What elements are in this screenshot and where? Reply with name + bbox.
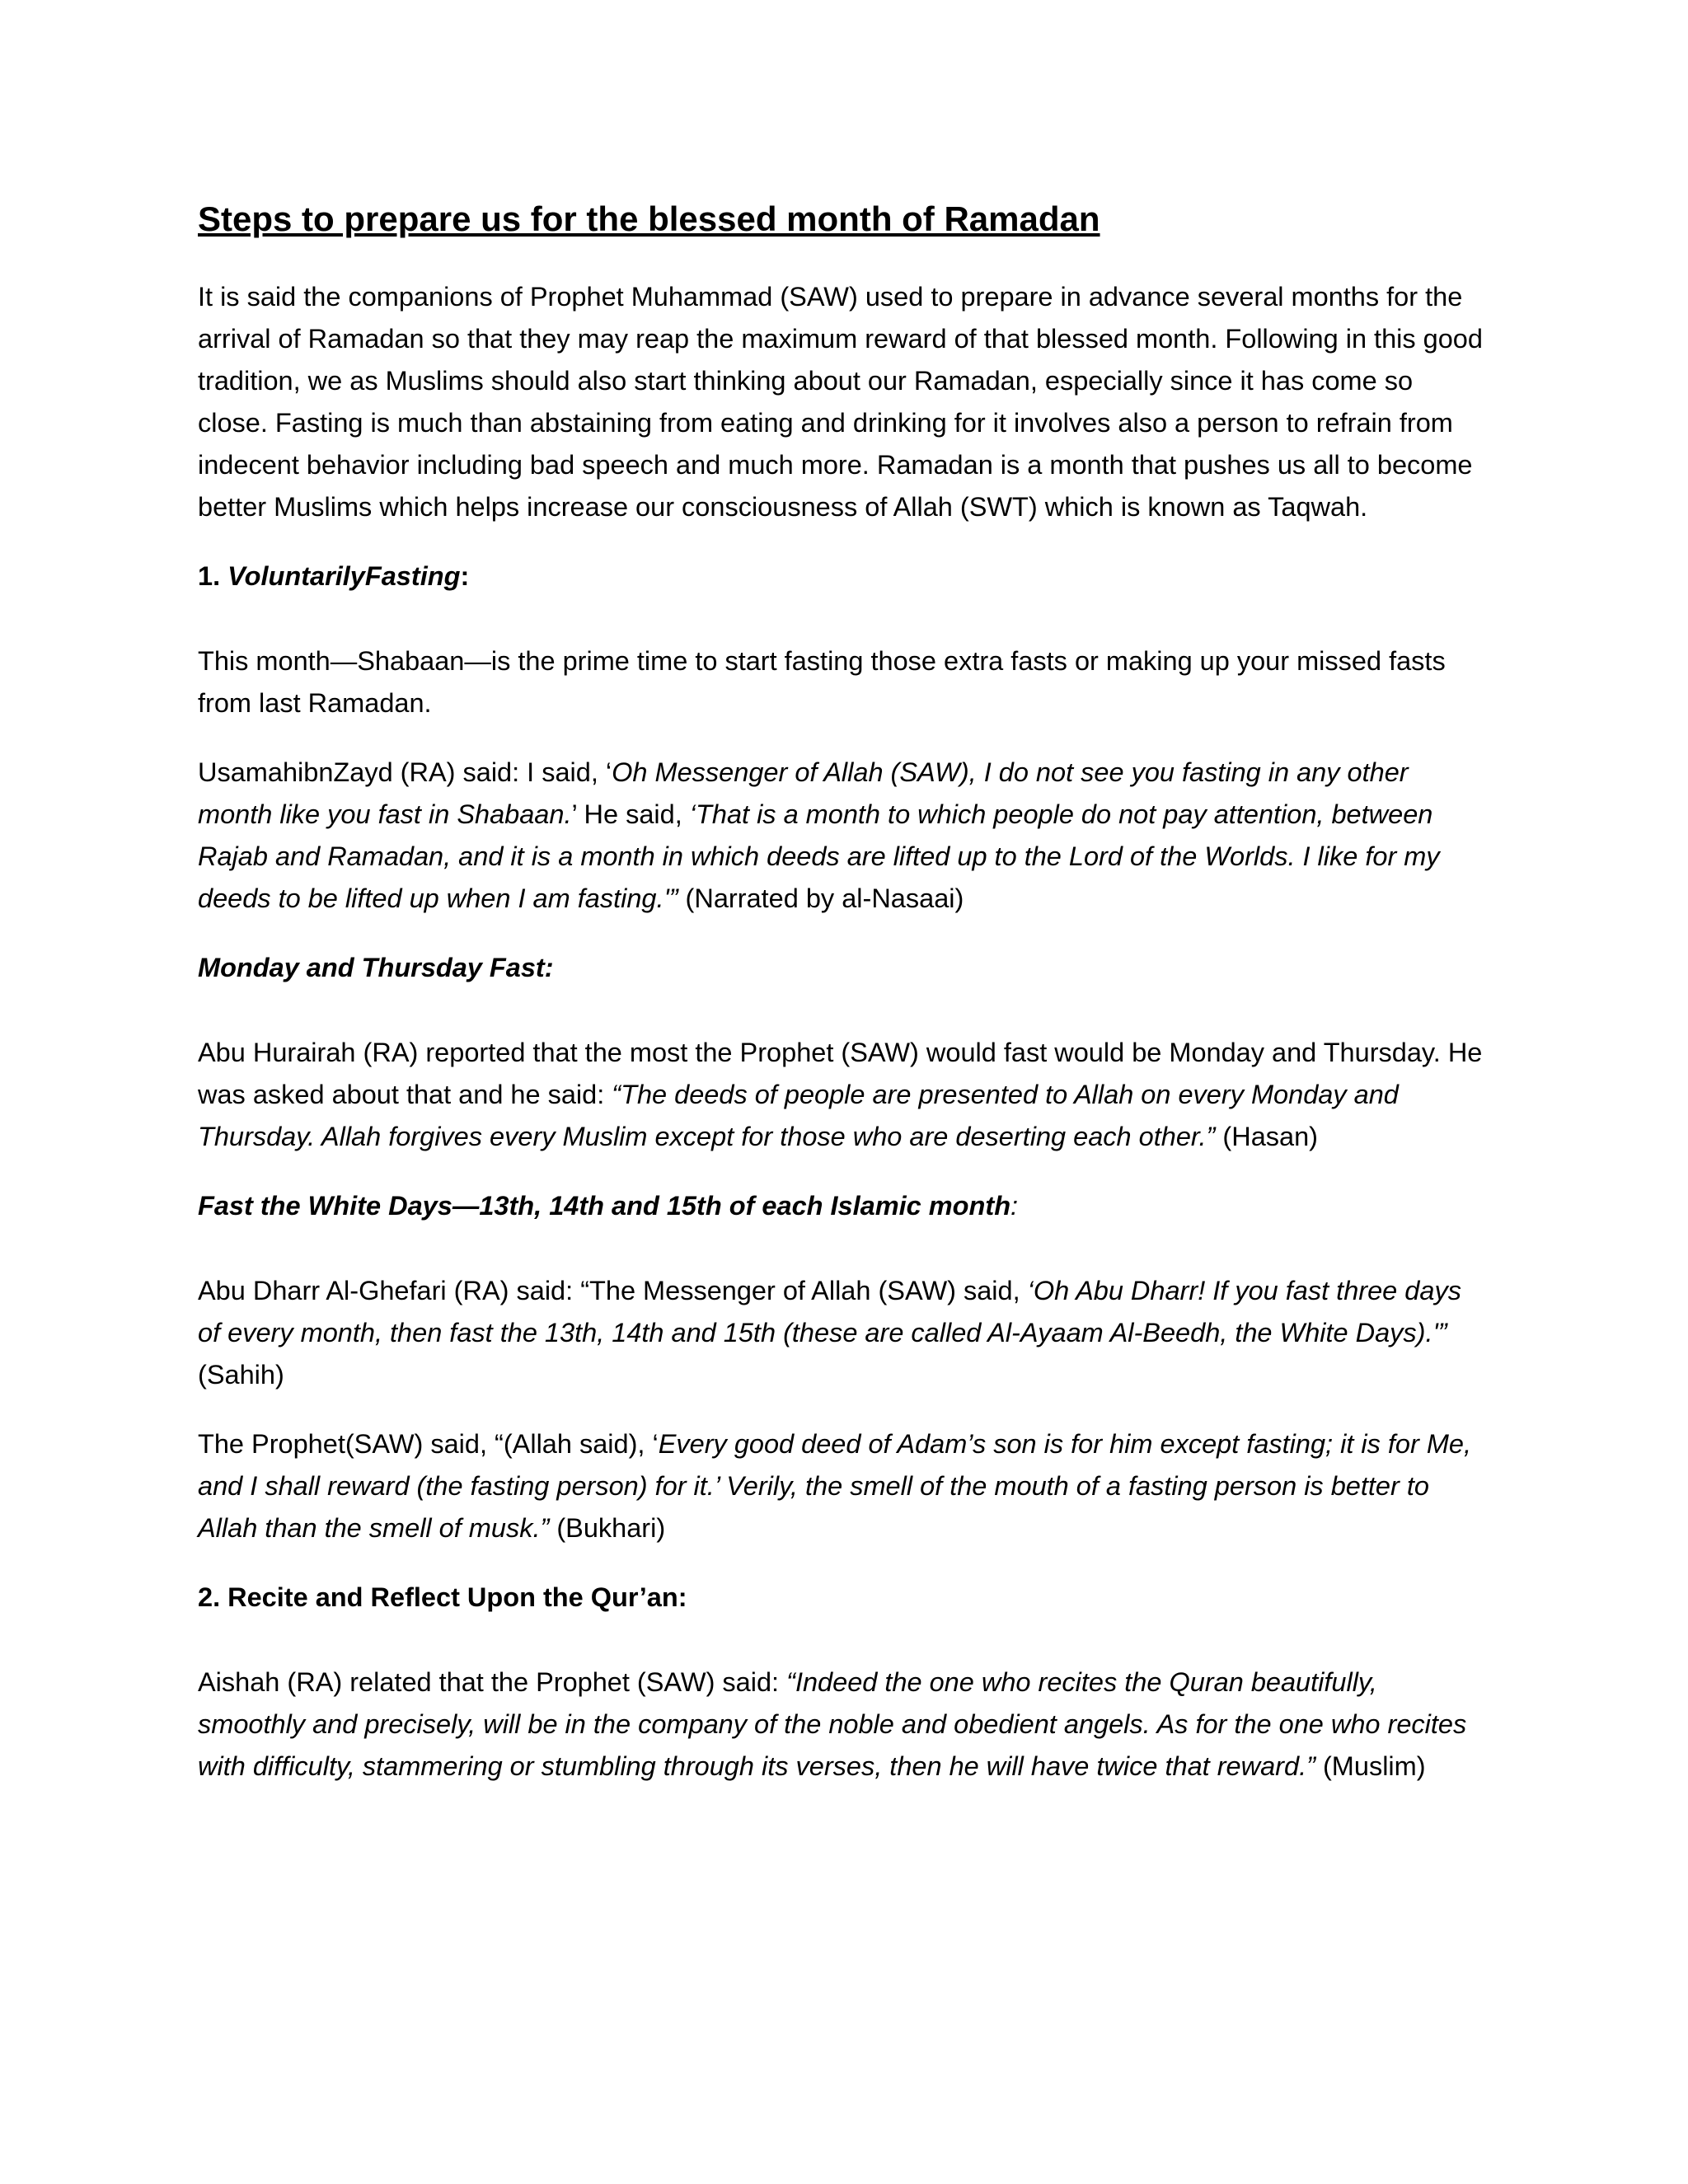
page-title: Steps to prepare us for the blessed month of Ramadan (198, 199, 1100, 238)
section-1-heading (198, 555, 1484, 598)
wd2-quote: Every good deed of Adam’s son is for him except fasting; it is for Me, and I shall reward (the fasting person) for it.’ Verily, the smell of the mouth of a fasting person is better to Allah than the smell of musk.” (198, 1428, 1472, 1543)
section-1-paragraph-2 (198, 752, 1484, 920)
s2-pre: Aishah (RA) related that the Prophet (SAW) said: (198, 1666, 787, 1697)
s2-quote: “Indeed the one who recites the Quran beautifully, smoothly and precisely, will be in the company of the noble and obedient angels. As for the one who recites with difficulty, stammering or stumbling through its verses, then he will have twice that reward.” (198, 1666, 1467, 1781)
white-days-paragraph-1 (198, 1270, 1484, 1396)
monday-thursday-heading (198, 947, 1484, 989)
mt-quote: “The deeds of people are presented to Allah on every Monday and Thursday. Allah forgives every Muslim except for those who are deserting each other.” (198, 1079, 1399, 1151)
section-2-heading: 2. Recite and Reflect Upon the Qur’an: (198, 1582, 687, 1612)
monday-thursday-heading-text: Monday and Thursday Fast: (198, 952, 554, 982)
white-days-paragraph-2 (198, 1423, 1484, 1549)
para2-post: (Narrated by al-Nasaai) (678, 883, 964, 913)
section-2-paragraph (198, 1661, 1484, 1788)
para2-quote2: ‘That is a month to which people do not pay attention, between Rajab and Ramadan, and it is a month in which deeds are lifted up to the Lord of the Worlds. I like for my deeds to be lifted up when I am fasting.'” (198, 799, 1440, 913)
white-days-heading (198, 1185, 1484, 1227)
para2-mid: ’ He said, (571, 799, 690, 829)
para2-quote1: Oh Messenger of Allah (SAW), I do not see you fasting in any other month like you fast in Shabaan. (198, 757, 1409, 829)
wd2-pre: The Prophet(SAW) said, “(Allah said), ‘ (198, 1428, 659, 1459)
para2-pre: UsamahibnZayd (RA) said: I said, ‘ (198, 757, 612, 787)
monday-thursday-paragraph (198, 1032, 1484, 1158)
section-1-paragraph-1: This month—Shabaan—is the prime time to start fasting those extra fasts or making up your missed fasts from last Ramadan. (198, 645, 1446, 718)
s2-post: (Muslim) (1315, 1750, 1426, 1781)
intro-paragraph: It is said the companions of Prophet Muhammad (SAW) used to prepare in advance several months for the arrival of Ramadan so that they may reap the maximum reward of that blessed month. Following in this good tradition, we as Muslims should also start thinking about our Ramadan, especially since it has come so close. Fasting is much than abstaining from eating and drinking for it involves also a person to refrain from indecent behavior including bad speech and much more. Ramadan is a month that pushes us all to become better Muslims which helps increase our consciousness of Allah (SWT) which is known as Taqwah. (198, 281, 1483, 522)
section-1-title: VoluntarilyFasting (227, 560, 461, 591)
white-days-colon: : (1010, 1190, 1019, 1221)
mt-pre: Abu Hurairah (RA) reported that the most the Prophet (SAW) would fast would be Monday and Thursday. He was asked about that and he said: (198, 1037, 1483, 1109)
section-1-number: 1. (198, 560, 221, 591)
document-body (198, 198, 1484, 1815)
white-days-heading-text: Fast the White Days—13th, 14th and 15th of each Islamic month (198, 1190, 1011, 1221)
mt-post: (Hasan) (1215, 1121, 1318, 1151)
wd2-post: (Bukhari) (549, 1512, 666, 1543)
wd1-post: (Sahih) (198, 1359, 284, 1390)
section-1-colon: : (460, 560, 470, 591)
wd1-quote: ‘Oh Abu Dharr! If you fast three days of every month, then fast the 13th, 14th and 15th (these are called Al-Ayaam Al-Beedh, the White Days).'” (198, 1275, 1461, 1347)
wd1-pre: Abu Dharr Al-Ghefari (RA) said: “The Messenger of Allah (SAW) said, (198, 1275, 1028, 1305)
